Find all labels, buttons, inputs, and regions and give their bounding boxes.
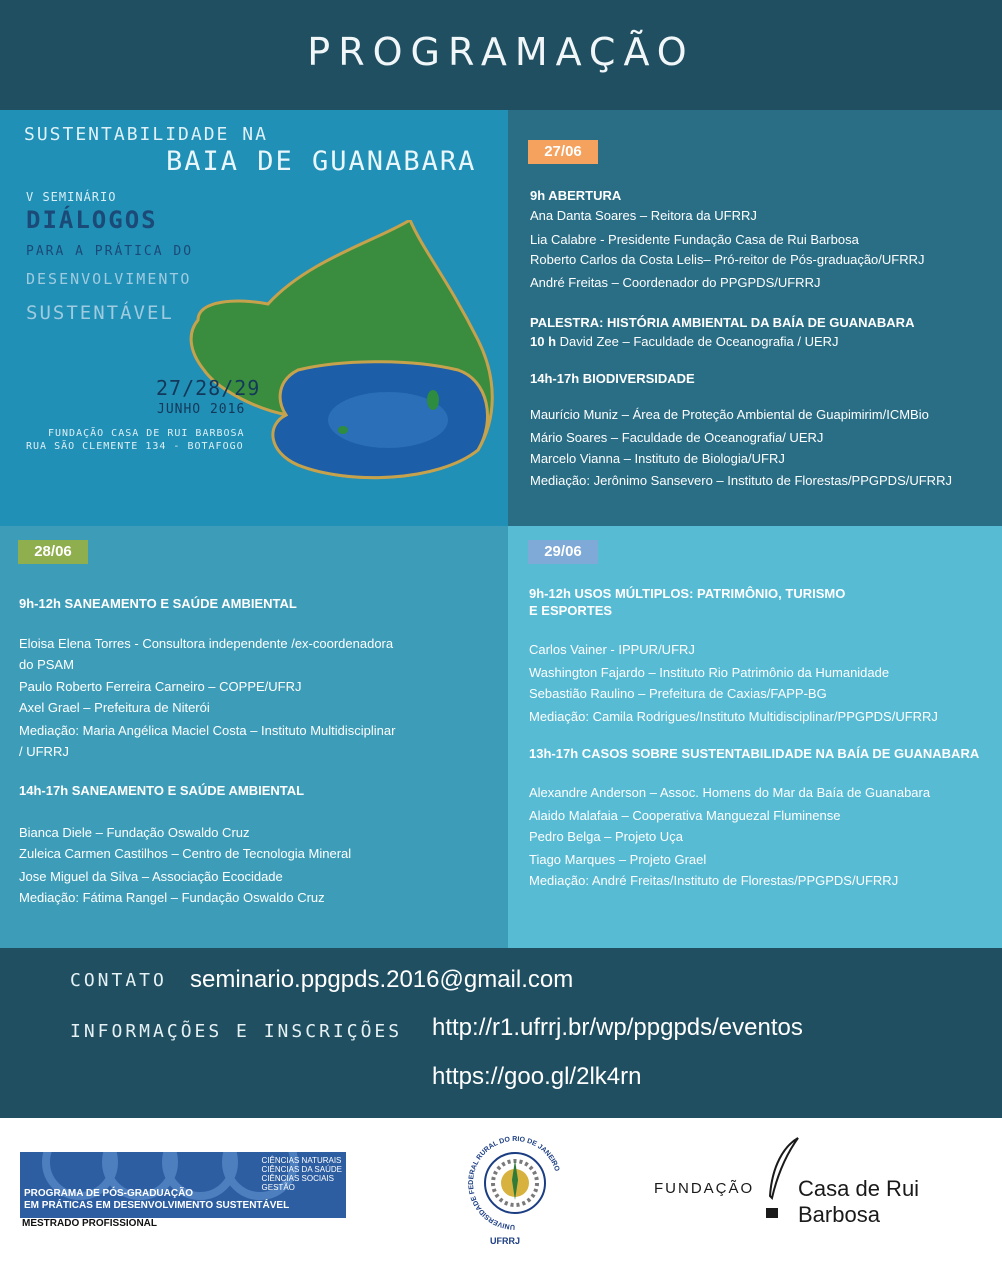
ufrrj-label: UFRRJ [490, 1236, 521, 1246]
ppgpds-logo [20, 1152, 346, 1218]
contact-email-link[interactable]: seminario.ppgpds.2016@gmail.com [190, 966, 574, 993]
hero-line-3: V SEMINÁRIO [26, 190, 117, 204]
speaker-line: Lia Calabre - Presidente Fundação Casa de Rui Barbosa [530, 232, 859, 247]
speaker-line: Alexandre Anderson – Assoc. Homens do Mar da Baía de Guanabara [529, 785, 931, 800]
hero-month: JUNHO 2016 [157, 402, 246, 417]
mediator-line: Mediação: Jerônimo Sansevero – Instituto de Florestas/PPGPDS/UFRRJ [530, 473, 952, 488]
short-url-link[interactable]: https://goo.gl/2lk4rn [432, 1063, 642, 1090]
page-title: PROGRAMAÇÃO [307, 30, 695, 74]
speaker-line: Maurício Muniz – Área de Proteção Ambiental de Guapimirim/ICMBio [530, 407, 929, 422]
event-poster [0, 110, 508, 526]
speaker-line: do PSAM [19, 657, 74, 672]
session-opening: 9h ABERTURA [530, 188, 622, 203]
speaker-line: Eloisa Elena Torres - Consultora independente /ex-coordenadora [19, 636, 394, 651]
session-case-studies: 13h-17h CASOS SOBRE SUSTENTABILIDADE NA BAÍA DE GUANABARA [529, 746, 980, 761]
area-label: CIÊNCIAS SOCIAIS [261, 1174, 334, 1183]
info-label: INFORMAÇÕES E INSCRIÇÕES [70, 1021, 403, 1042]
session-sanitation-afternoon: 14h-17h SANEAMENTO E SAÚDE AMBIENTAL [19, 783, 305, 798]
session-biodiversity: 14h-17h BIODIVERSIDADE [530, 371, 695, 386]
speaker-line: Washington Fajardo – Instituto Rio Patrimônio da Humanidade [529, 665, 890, 680]
ufrrj-seal-icon [460, 1130, 570, 1236]
hero-line-7: SUSTENTÁVEL [26, 302, 174, 324]
ufrrj-ring-text: UNIVERSIDADE FEDERAL RURAL DO RIO DE JANEIRO [468, 1135, 561, 1231]
speaker-line: André Freitas – Coordenador do PPGPDS/UFRRJ [530, 275, 821, 290]
day-28-panel [0, 526, 508, 948]
date-badge-28: 28/06 [18, 540, 88, 564]
hero-line-1: SUSTENTABILIDADE NA [24, 124, 268, 145]
hero-venue-2: RUA SÃO CLEMENTE 134 - BOTAFOGO [26, 441, 244, 452]
speaker-line: Ana Danta Soares – Reitora da UFRRJ [530, 208, 757, 223]
date-badge-29: 29/06 [528, 540, 598, 564]
quill-icon [762, 1136, 802, 1222]
contact-label: CONTATO [70, 970, 167, 991]
speaker-line: Axel Grael – Prefeitura de Niterói [19, 700, 210, 715]
hero-venue-1: FUNDAÇÃO CASA DE RUI BARBOSA [48, 428, 245, 439]
day-27-panel [508, 110, 1002, 526]
mediator-line: Mediação: Fátima Rangel – Fundação Oswaldo Cruz [19, 890, 325, 905]
date-badge-27: 27/06 [528, 140, 598, 164]
mediator-line: Mediação: Maria Angélica Maciel Costa – Instituto Multidisciplinar [19, 723, 396, 738]
mediator-line: Mediação: André Freitas/Instituto de Florestas/PPGPDS/UFRRJ [529, 873, 899, 888]
session-sanitation-morning: 9h-12h SANEAMENTO E SAÚDE AMBIENTAL [19, 596, 297, 611]
speaker-line: Pedro Belga – Projeto Uça [529, 829, 683, 844]
speaker-line: Paulo Roberto Ferreira Carneiro – COPPE/UFRJ [19, 679, 302, 694]
fcrb-name: Casa de Rui Barbosa [798, 1176, 920, 1227]
hero-line-4: DIÁLOGOS [26, 206, 158, 234]
ppgpds-line-2: EM PRÁTICAS EM DESENVOLVIMENTO SUSTENTÁVEL [24, 1200, 290, 1211]
session-multiple-uses: 9h-12h USOS MÚLTIPLOS: PATRIMÔNIO, TURISMO [529, 586, 846, 601]
speaker-line: Marcelo Vianna – Instituto de Biologia/UFRJ [530, 451, 785, 466]
hero-line-2: BAIA DE GUANABARA [166, 146, 477, 177]
speaker-line: Mário Soares – Faculdade de Oceanografia/ UERJ [530, 430, 824, 445]
ppgpds-name [24, 1188, 289, 1212]
hero-line-6: DESENVOLVIMENTO [26, 270, 192, 288]
mediator-line: / UFRRJ [19, 744, 69, 759]
speaker-line: Jose Miguel da Silva – Associação Ecocidade [19, 869, 283, 884]
speaker-line: Bianca Diele – Fundação Oswaldo Cruz [19, 825, 250, 840]
speaker-line: Tiago Marques – Projeto Grael [529, 852, 707, 867]
info-url-link[interactable]: http://r1.ufrrj.br/wp/ppgpds/eventos [432, 1014, 803, 1041]
lecture-time: 10 h [530, 334, 557, 349]
speaker-line: Sebastião Raulino – Prefeitura de Caxias/FAPP-BG [529, 686, 827, 701]
sponsor-logos [0, 1118, 1002, 1267]
header-banner [0, 0, 1002, 110]
hero-dates: 27/28/29 [156, 376, 261, 400]
lecture-speaker: David Zee – Faculdade de Oceanografia / UERJ [556, 334, 839, 349]
mediator-line: Mediação: Camila Rodrigues/Instituto Multidisciplinar/PPGPDS/UFRRJ [529, 709, 938, 724]
speaker-line [530, 334, 839, 349]
ppgpds-line-1: PROGRAMA DE PÓS-GRADUAÇÃO [24, 1188, 194, 1199]
speaker-line: Roberto Carlos da Costa Lelis– Pró-reitor de Pós-graduação/UFRRJ [530, 252, 925, 267]
speaker-line: Carlos Vainer - IPPUR/UFRJ [529, 642, 695, 657]
day-29-panel [508, 526, 1002, 948]
speaker-line: Zuleica Carmen Castilhos – Centro de Tecnologia Mineral [19, 846, 352, 861]
session-multiple-uses-cont: E ESPORTES [529, 603, 613, 618]
hero-line-5: PARA A PRÁTICA DO [26, 244, 194, 259]
session-lecture: PALESTRA: HISTÓRIA AMBIENTAL DA BAÍA DE GUANABARA [530, 315, 915, 330]
ppgpds-subtitle: MESTRADO PROFISSIONAL [22, 1218, 158, 1229]
ppgpds-areas [262, 1156, 342, 1192]
contact-footer [0, 948, 1002, 1118]
area-label: CIÊNCIAS DA SAÚDE [261, 1165, 342, 1174]
speaker-line: Alaido Malafaia – Cooperativa Manguezal Fluminense [529, 808, 841, 823]
area-label: GESTÃO [261, 1183, 295, 1192]
area-label: CIÊNCIAS NATURAIS [261, 1156, 342, 1165]
fcrb-prefix: FUNDAÇÃO [654, 1180, 755, 1197]
